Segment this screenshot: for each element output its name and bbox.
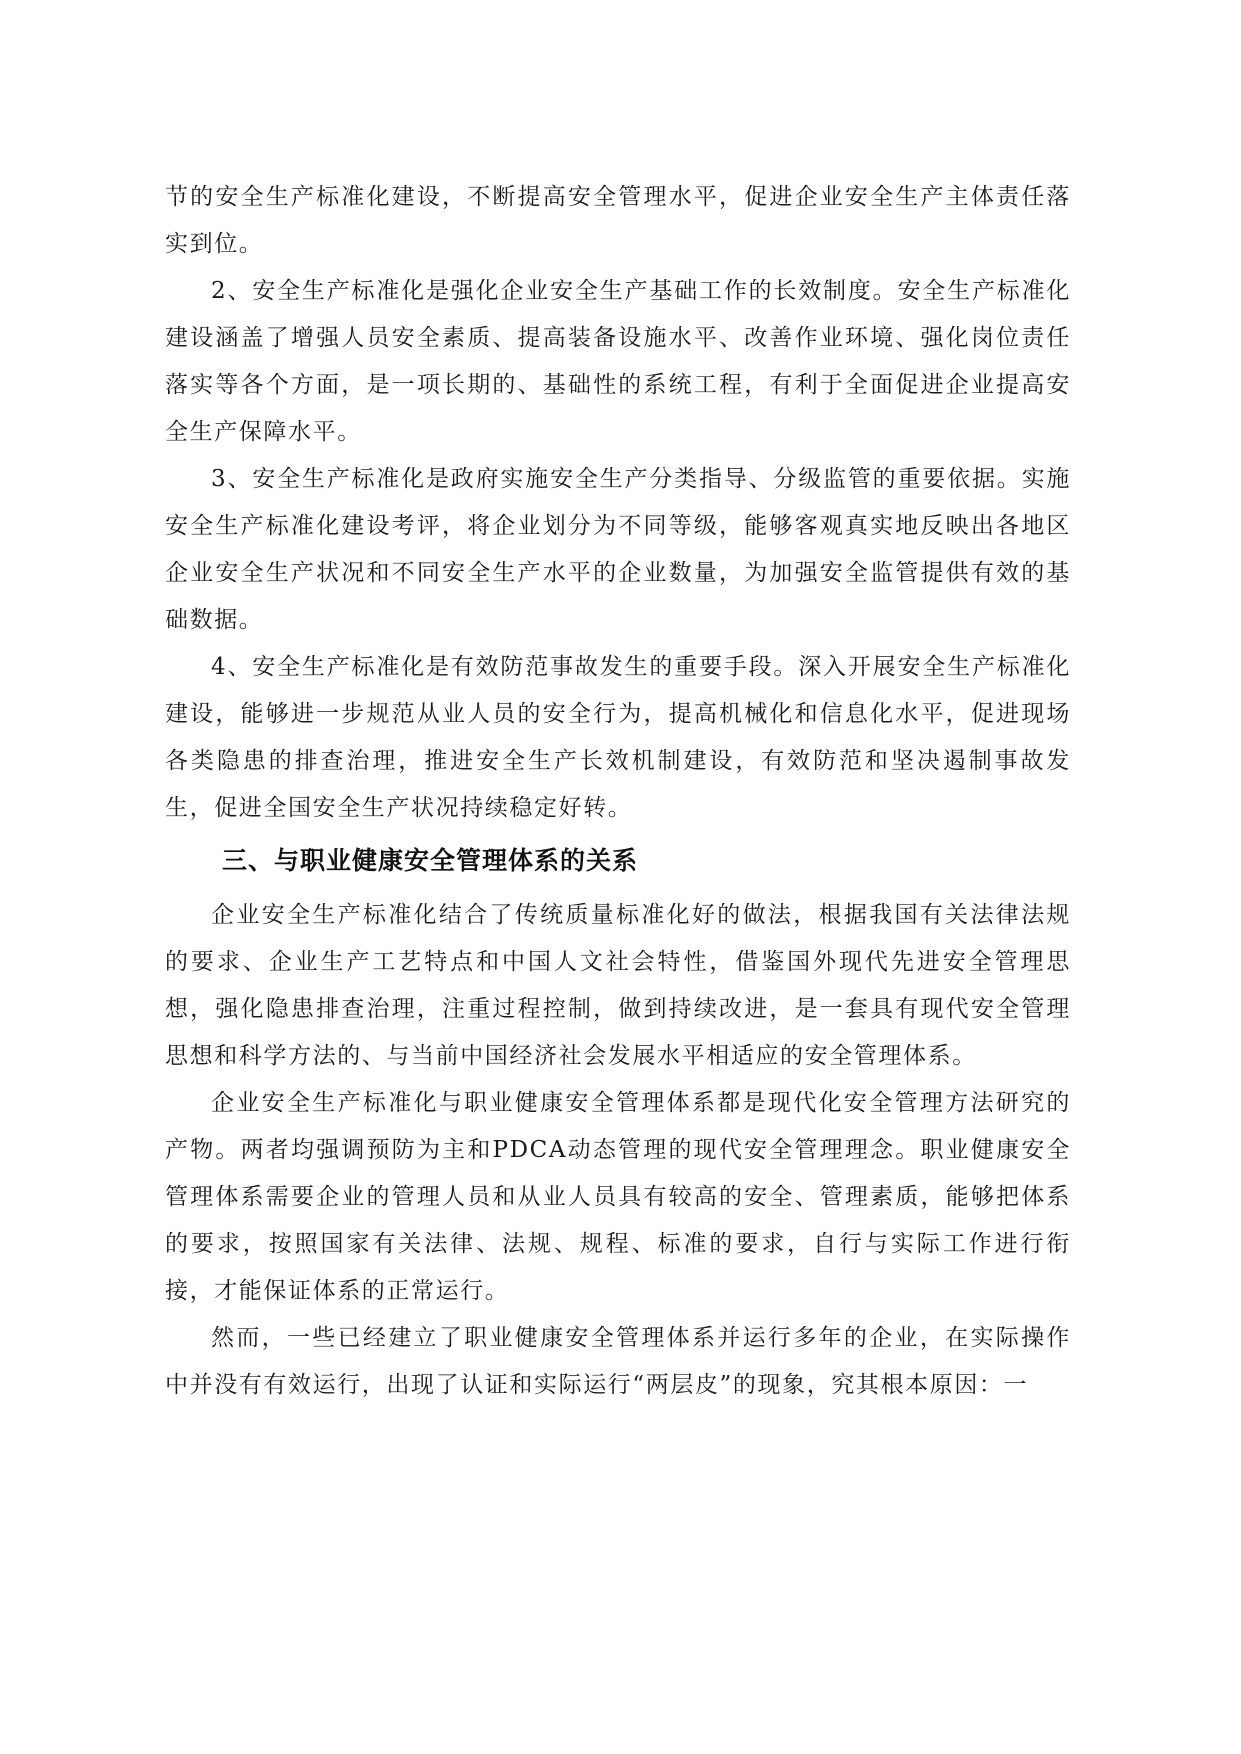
paragraph-point-3: 3、安全生产标准化是政府实施安全生产分类指导、分级监管的重要依据。实施安全生产标准化建设考评，将企业划分为不同等级，能够客观真实地反映出各地区企业安全生产状况和不同安全生产水平的企业数量，为加强安全监管提供有效的基础数据。	[165, 466, 1071, 633]
document-body	[165, 174, 1071, 1409]
paragraph-point-2: 2、安全生产标准化是强化企业安全生产基础工作的长效制度。安全生产标准化建设涵盖了增强人员安全素质、提高装备设施水平、改善作业环境、强化岗位责任落实等各个方面，是一项长期的、基础性的系统工程，有利于全面促进企业提高安全生产保障水平。	[165, 278, 1071, 445]
paragraph-continuation: 节的安全生产标准化建设，不断提高安全管理水平，促进企业安全生产主体责任落实到位。	[165, 184, 1071, 257]
paragraph-section-3: 然而，一些已经建立了职业健康安全管理体系并运行多年的企业，在实际操作中并没有有效运行，出现了认证和实际运行“两层皮”的现象，究其根本原因：一	[165, 1325, 1071, 1398]
paragraph-section-2: 企业安全生产标准化与职业健康安全管理体系都是现代化安全管理方法研究的产物。两者均强调预防为主和PDCA动态管理的现代安全管理理念。职业健康安全管理体系需要企业的管理人员和从业人员具有较高的安全、管理素质，能够把体系的要求，按照国家有关法律、法规、规程、标准的要求，自行与实际工作进行衔接，才能保证体系的正常运行。	[165, 1090, 1071, 1304]
section-heading: 三、与职业健康安全管理体系的关系	[222, 846, 639, 875]
paragraph-section-1: 企业安全生产标准化结合了传统质量标准化好的做法，根据我国有关法律法规的要求、企业生产工艺特点和中国人文社会特性，借鉴国外现代先进安全管理思想，强化隐患排查治理，注重过程控制，做到持续改进，是一套具有现代安全管理思想和科学方法的、与当前中国经济社会发展水平相适应的安全管理体系。	[165, 902, 1071, 1069]
paragraph-point-4: 4、安全生产标准化是有效防范事故发生的重要手段。深入开展安全生产标准化建设，能够进一步规范从业人员的安全行为，提高机械化和信息化水平，促进现场各类隐患的排查治理，推进安全生产长效机制建设，有效防范和坚决遏制事故发生，促进全国安全生产状况持续稳定好转。	[165, 654, 1071, 821]
